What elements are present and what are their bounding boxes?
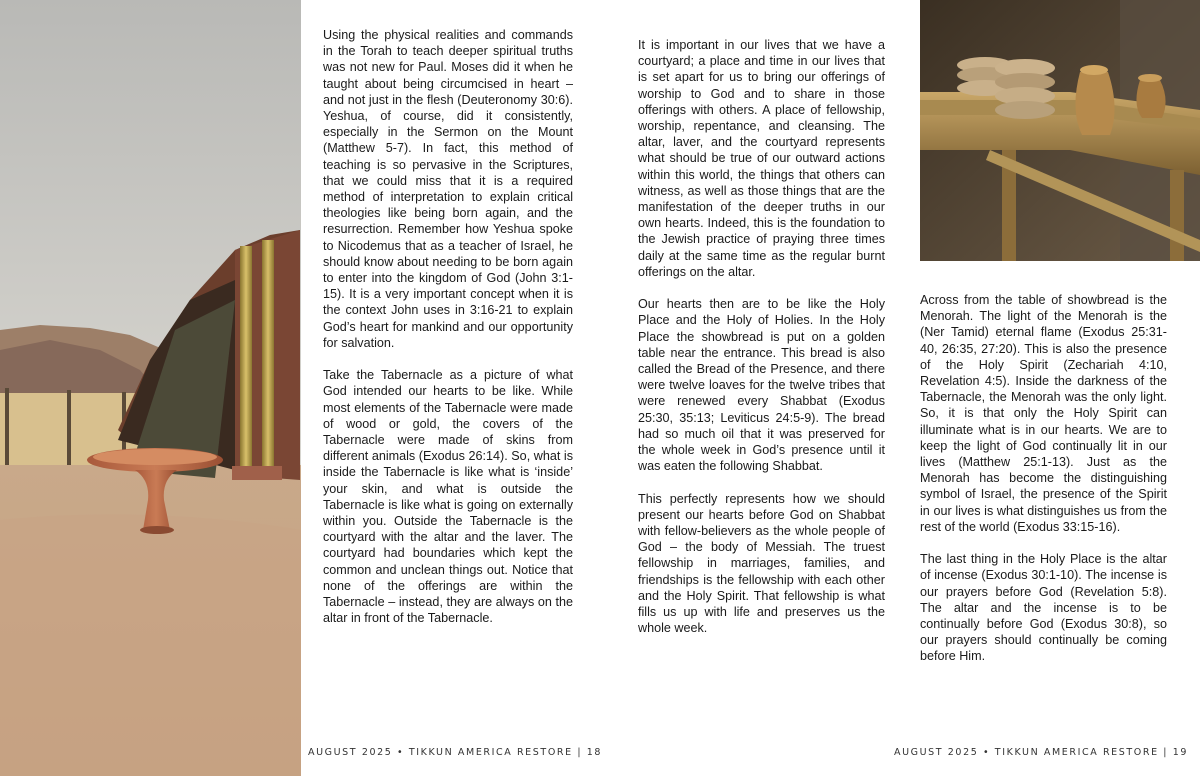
page-footer-left: AUGUST 2025 • TIKKUN AMERICA RESTORE | 18: [308, 747, 603, 758]
tabernacle-courtyard-photo: [0, 0, 301, 776]
paragraph: Across from the table of showbread is the Menorah. The light of the Menorah is the (Ner Tamid) eternal flame (Exodus 25:31-40, 26:35, 27:20). This is also the presence of the Holy Spirit (Zechariah 4:10, Revelation 4:5). Inside the darkness of the Tabernacle, the Menorah was the only light. So, it is that only the Holy Spirit can illuminate what is in our hearts. We are to keep the light of God continually lit in our lives (Matthew 25:1-13). Just as the Menorah has become the distinguishing symbol of Israel, the presence of the Spirit in our lives is what distinguishes us from the rest of the world (Exodus 33:15-16).: [920, 293, 1167, 534]
paragraph: Take the Tabernacle as a picture of what God intended our hearts to be like. While most elements of the Tabernacle were made of wood or gold, the covers of the Tabernacle were made of skins from different animals (Exodus 26:14). So, what is inside the Tabernacle is like what is ‘inside’ your skin, and what is outside the Tabernacle is like what is going on externally within you. Outside the Tabernacle is the courtyard with the altar and the laver. The courtyard had boundaries which kept the common and unclean things out. Notice that none of the offerings are within the Tabernacle – instead, they are always on the altar in front of the Tabernacle.: [323, 368, 573, 626]
paragraph: It is important in our lives that we have a courtyard; a place and time in our lives that is set apart for us to bring our offerings of worship to God and to share in those offerings with others. A place of fellowship, worship, repentance, and cleansing. The altar, laver, and the courtyard represents what should be true of our outward actions within this world, the things that others can witness, as well as those things that are the manifestation of the deeper truths in our own hearts. Indeed, this is the foundation to the Jewish practice of praying three times daily at the same time as the regular burnt offerings on the altar.: [638, 38, 885, 279]
showbread-table-photo: [920, 0, 1200, 261]
paragraph: Our hearts then are to be like the Holy Place and the Holy of Holies. In the Holy Place the showbread is put on a golden table near the entrance. This bread is also called the Bread of the Presence, and there were twelve loaves for the twelve tribes that were renewed every Shabbat (Exodus 25:30, 35:13; Leviticus 24:5-9). The bread had so much oil that it was preserved for the whole week in God’s presence until it was eaten the following Shabbat.: [638, 297, 885, 474]
page-footer-right: AUGUST 2025 • TIKKUN AMERICA RESTORE | 19: [893, 747, 1188, 758]
paragraph: Using the physical realities and commands in the Torah to teach deeper spiritual truths was not new for Paul. Moses did it when he taught about being circumcised in heart – and not just in the flesh (Deuteronomy 30:6). Yeshua, of course, did it consistently, especially in the Sermon on the Mount (Matthew 5-7). In fact, this method of teaching is so pervasive in the Scriptures, that we could miss that it is a required method of interpretation to explain critical theologies like being born again, and the resurrection. Remember how Yeshua spoke to Nicodemus that as a teacher of Israel, he should know about needing to be born again to enter into the kingdom of God (John 3:1-15). It is a very important concept when it is the context John uses in 3:16-21 to explain God’s heart for mankind and our opportunity for salvation.: [323, 28, 573, 350]
article-column-1: [323, 27, 573, 627]
paragraph: The last thing in the Holy Place is the altar of incense (Exodus 30:1-10). The incense is our prayers before God (Revelation 5:8). The altar and the incense is to be continually before God (Exodus 30:8), so our prayers should continually be coming before Him.: [920, 552, 1167, 664]
article-column-3: [920, 292, 1167, 665]
article-column-2: [638, 37, 885, 636]
paragraph: This perfectly represents how we should present our hearts before God on Shabbat with fellow-believers as the whole people of God – the body of Messiah. The truest fellowship in marriages, families, and friendships is the fellowship with each other and the Holy Spirit. That fellowship is what fills us up with life and preserves us the whole week.: [638, 491, 885, 636]
